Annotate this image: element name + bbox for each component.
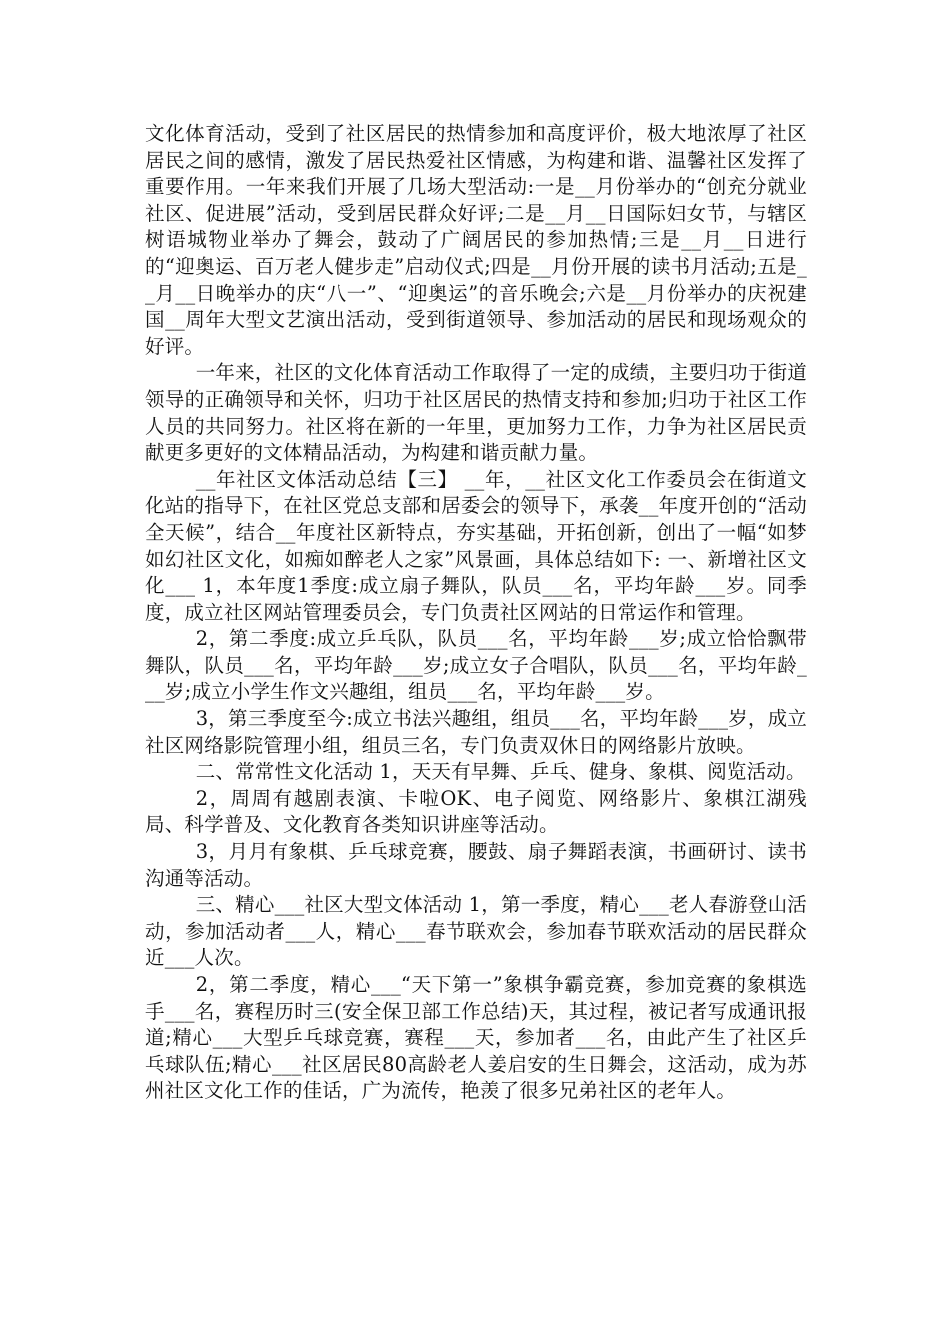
paragraph-achievements: 一年来，社区的文化体育活动工作取得了一定的成绩，主要归功于街道领导的正确领导和关怀，归功于社区居民的热情支持和参加;归功于社区工作人员的共同努力。社区将在新的一年里，更加努力工作，力争为社区居民贡献更多更好的文体精品活动，为构建和谐贡献力量。 (145, 361, 807, 465)
paragraph-second-quarter: 2，第二季度:成立乒乓队，队员___名，平均年龄___岁;成立恰恰飘带舞队，队员___名，平均年龄___岁;成立女子合唱队，队员___名，平均年龄___岁;成立小学生作文兴趣组，组员___名，平均年龄___岁。 (145, 627, 807, 704)
paragraph-regular-activities: 二、常常性文化活动 1，天天有早舞、乒乓、健身、象棋、阅览活动。 (195, 760, 806, 784)
paragraph-third-quarter: 3，第三季度至今:成立书法兴趣组，组员___名，平均年龄___岁，成立社区网络影院管理小组，组员三名，专门负责双休日的网络影片放映。 (145, 707, 807, 757)
paragraph-activities-intro: 文化体育活动，受到了社区居民的热情参加和高度评价，极大地浓厚了社区居民之间的感情，激发了居民热爱社区情感，为构建和谐、温馨社区发挥了重要作用。一年来我们开展了几场大型活动:一是__月份举办的“创充分就业社区、促进展”活动，受到居民群众好评;二是__月__日国际妇女节，与辖区树语城物业举办了舞会，鼓动了广阔居民的参加热情;三是__月__日进行的“迎奥运、百万老人健步走”启动仪式;四是__月份开展的读书月活动;五是__月__日晚举办的庆“八一”、“迎奥运”的音乐晚会;六是__月份举办的庆祝建国__周年大型文艺演出活动，受到街道领导、参加活动的居民和现场观众的好评。 (145, 122, 807, 358)
paragraph-summary-three: __年社区文体活动总结【三】 __年，__社区文化工作委员会在街道文化站的指导下，在社区党总支部和居委会的领导下，承袭__年度开创的“活动全天候”，结合__年度社区新特点，夯实基础，开拓创新，创出了一幅“如梦如幻社区文化，如痴如醉老人之家”风景画，具体总结如下: 一、新增社区文化___ 1，本年度1季度:成立扇子舞队，队员___名，平均年龄___岁。同季度，成立社区网站管理委员会，专门负责社区网站的日常运作和管理。 (145, 467, 807, 624)
paragraph-monthly-activities: 3，月月有象棋、乒乓球竞赛，腰鼓、扇子舞蹈表演，书画研讨、读书沟通等活动。 (145, 840, 807, 890)
document-body (145, 121, 807, 1105)
paragraph-weekly-activities: 2，周周有越剧表演、卡啦OK、电子阅览、网络影片、象棋江湖残局、科学普及、文化教育各类知识讲座等活动。 (145, 786, 807, 837)
paragraph-second-quarter-events: 2，第二季度，精心___“天下第一”象棋争霸竞赛，参加竞赛的象棋选手___名，赛程历时三(安全保卫部工作总结)天，其过程，被记者写成通讯报道;精心___大型乒乓球竞赛，赛程___天，参加者___名，由此产生了社区乒乓球队伍;精心___社区居民80高龄老人姜启安的生日舞会，这活动，成为苏州社区文化工作的佳话，广为流传，艳羡了很多兄弟社区的老年人。 (145, 973, 807, 1103)
paragraph-major-events: 三、精心___社区大型文体活动 1，第一季度，精心___老人春游登山活动，参加活动者___人，精心___春节联欢会，参加春节联欢活动的居民群众近___人次。 (145, 893, 807, 970)
